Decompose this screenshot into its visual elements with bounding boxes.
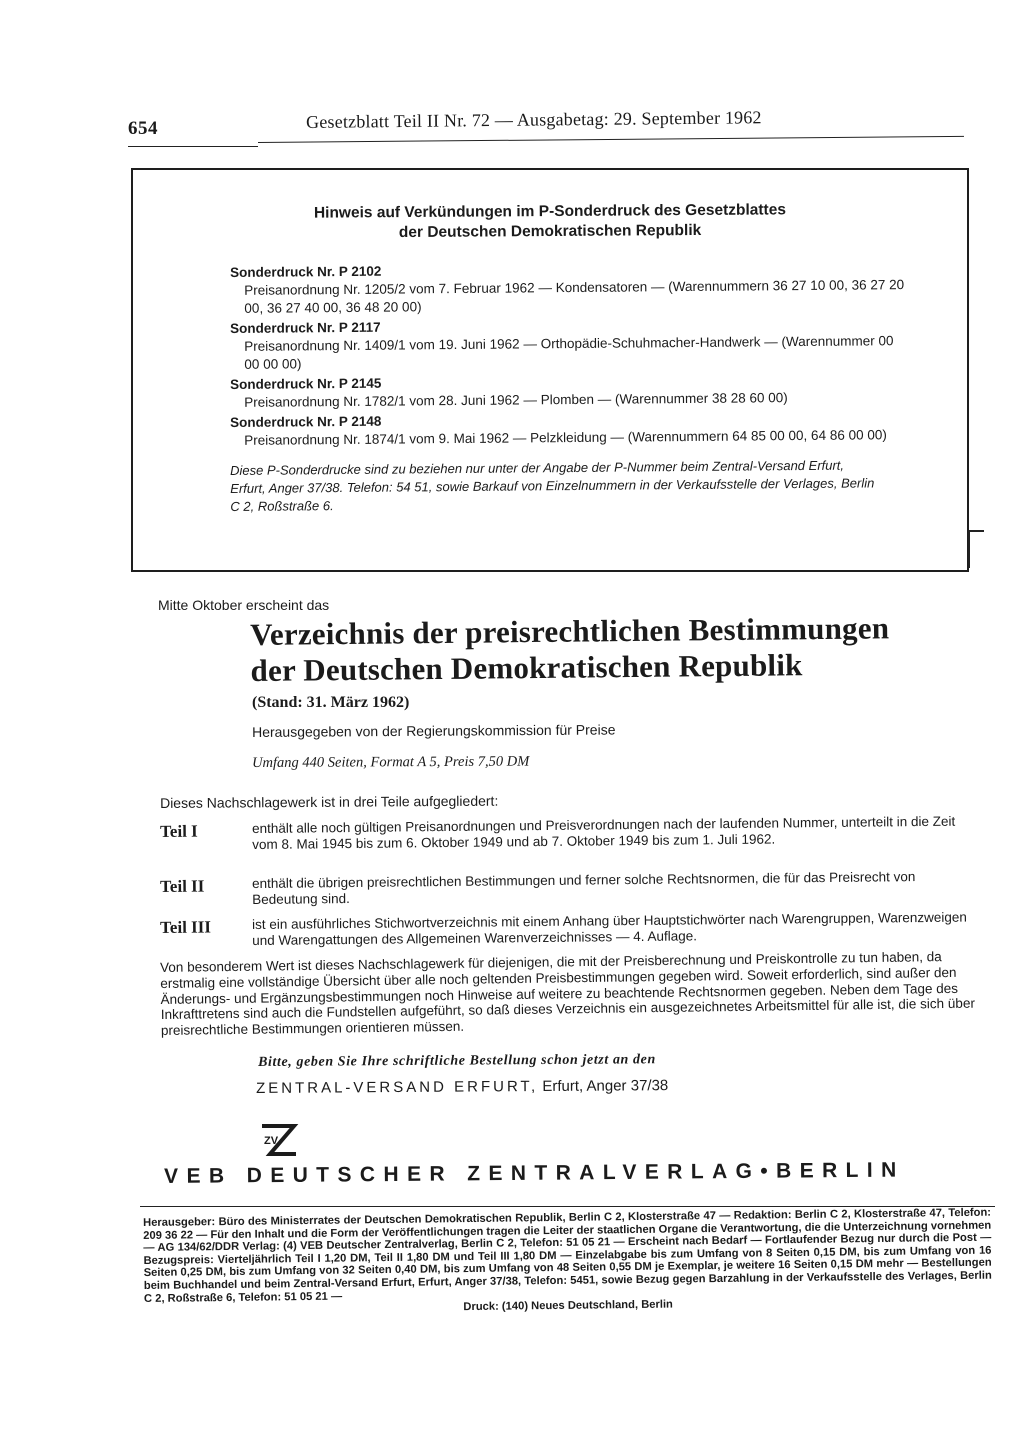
advert-title-line1: Verzeichnis der preisrechtlichen Bestimmungen bbox=[250, 610, 890, 652]
imprint-text: Herausgeber: Büro des Ministerrates der Deutschen Demokratischen Republik, Berlin C 2, Klosterstraße 47 — Redaktion: Berlin C 2, Klosterstraße 47, Telefon: 209 36 22 — Für den Inhalt und die Form der Veröffentlichungen tragen die Leiter der staatlichen Organe die Verantwortung, die die Unterzeichnung vornehmen — AG 134/62/DDR Verlag: (4) VEB Deutscher Zentralverlag, Berlin C 2, Telefon: 51 05 21 — Erscheint nach Bedarf — Fortlaufender Bezug nur durch die Post — Bezugspreis: Vierteljährlich Teil I 1,20 DM, Teil II 1,80 DM und Teil III 1,80 DM — Einzelabgabe bis zum Umfang von 8 Seiten 0,15 DM, bis zum Umfang von 16 Seiten 0,25 DM, bis zum Umfang von 32 Seiten 0,40 DM, bis zum Umfang von 48 Seiten 0,55 DM je Exemplar, je weitere 16 Seiten 0,15 DM mehr — Bestellungen beim Buchhandel und beim Zentral-Versand Erfurt, Erfurt, Anger 37/38, Telefon: 5451, sowie Bezug gegen Barzahlung in der Verkaufsstelle des Verlages, Berlin C 2, Roßstraße 6, Telefon: 51 05 21 — bbox=[143, 1206, 992, 1305]
advert-title-line2: der Deutschen Demokratischen Republik bbox=[250, 647, 803, 688]
sonderdruck-entry bbox=[230, 258, 910, 318]
advert-part bbox=[160, 868, 980, 908]
advert-title bbox=[250, 610, 890, 689]
running-head: Gesetzblatt Teil II Nr. 72 — Ausgabetag: 29. September 1962 bbox=[306, 107, 762, 132]
sonderdruck-text: Preisanordnung Nr. 1874/1 vom 9. Mai 1962 — Pelzkleidung — (Warennummern 64 85 00 00, 64 86 00 00) bbox=[244, 427, 887, 448]
order-street: Erfurt, Anger 37/38 bbox=[542, 1077, 669, 1096]
imprint bbox=[143, 1207, 992, 1318]
advert-stand: (Stand: 31. März 1962) bbox=[252, 694, 410, 711]
notice-footnote: Diese P-Sonderdrucke sind zu beziehen nur unter der Angabe der P-Nummer beim Zentral-Versand Erfurt, Erfurt, Anger 37/38. Telefon: 54 51, sowie Barkauf von Einzelnummern in der Verkaufsstelle der Verlages, Berlin C 2, Roßstraße 6. bbox=[230, 457, 875, 514]
notice-box bbox=[131, 168, 969, 572]
part-label: Teil II bbox=[160, 876, 205, 896]
sonderdruck-heading: Sonderdruck Nr. P 2102 bbox=[230, 263, 382, 280]
advert-part bbox=[160, 909, 980, 949]
advert-scope: Umfang 440 Seiten, Format A 5, Preis 7,50 DM bbox=[252, 753, 530, 771]
sonderdruck-text: Preisanordnung Nr. 1782/1 vom 28. Juni 1962 — Plomben — (Warennummer 38 28 60 00) bbox=[244, 390, 788, 410]
header-rule-left bbox=[128, 146, 258, 147]
part-text: enthält die übrigen preisrechtlichen Bestimmungen und ferner solche Rechtsnormen, die für das Preisrecht von Bedeutung sind. bbox=[251, 869, 916, 908]
advert-intro: Mitte Oktober erscheint das bbox=[158, 597, 330, 613]
advert-part bbox=[160, 813, 980, 853]
page-number: 654 bbox=[128, 118, 158, 139]
notice-title-line1: Hinweis auf Verkündungen im P-Sonderdruck des Gesetzblattes bbox=[313, 201, 786, 222]
order-name: ZENTRAL-VERSAND ERFURT, bbox=[256, 1078, 539, 1097]
advert-publisher: Herausgegeben von der Regierungskommission für Preise bbox=[252, 721, 616, 740]
sonderdruck-heading: Sonderdruck Nr. P 2148 bbox=[230, 413, 382, 430]
header-rule bbox=[258, 136, 964, 143]
imprint-print: Druck: (140) Neues Deutschland, Berlin bbox=[463, 1298, 673, 1314]
sonderdruck-text: Preisanordnung Nr. 1409/1 vom 19. Juni 1962 — Orthopädie-Schuhmacher-Handwerk — (Warennummer 00 00 00 00) bbox=[244, 333, 894, 372]
publisher-banner: VEB DEUTSCHER ZENTRALVERLAG•BERLIN bbox=[164, 1158, 905, 1188]
part-text: enthält alle noch gültigen Preisanordnungen und Preisverordnungen nach der laufenden Nummer, unterteilt in die Zeit vom 8. Mai 1945 bis zum 6. Oktober 1949 und ab 7. Oktober 1949 bis zum 1. Juli 1962. bbox=[251, 813, 956, 853]
sonderdruck-entry bbox=[230, 314, 910, 374]
order-address bbox=[256, 1077, 668, 1097]
publisher-logo-text: ZV bbox=[264, 1135, 279, 1147]
notice-title-line2: der Deutschen Demokratischen Republik bbox=[398, 221, 702, 242]
sonderdruck-heading: Sonderdruck Nr. P 2145 bbox=[230, 375, 382, 392]
part-label: Teil III bbox=[160, 917, 212, 937]
sonderdruck-text: Preisanordnung Nr. 1205/2 vom 7. Februar 1962 — Kondensatoren — (Warennummern 36 27 10 00, 36 27 20 00, 36 27 40 00, 36 48 20 00) bbox=[244, 277, 905, 316]
sonderdruck-entry bbox=[230, 370, 910, 412]
publisher-logo bbox=[258, 1120, 300, 1162]
imprint-rule bbox=[140, 1206, 995, 1207]
margin-bracket bbox=[968, 530, 984, 568]
order-request: Bitte, geben Sie Ihre schriftliche Bestellung schon jetzt an den bbox=[258, 1052, 656, 1070]
part-text: ist ein ausführliches Stichwortverzeichnis mit einem Anhang über Hauptstichwörter nach Warengruppen, Warenzweigen und Warengattungen des Allgemeinen Warenverzeichnisses — 4. Auflage. bbox=[251, 909, 967, 949]
advert-body: Von besonderem Wert ist dieses Nachschlagewerk für diejenigen, die mit der Preisberechnung und Preiskontrolle zu tun haben, da erstmalig eine vollständige Übersicht über alle noch geltenden Preisbestimmungen gegeben wird. Soweit erforderlich, sind außer den Änderungs- und Ergänzungsbestimmungen noch Hinweise auf weitere zu beachtende Rechtsnormen gegeben. Neben dem Tage des Inkrafttretens sind auch die Fundstellen aufgeführt, so daß dieses Verzeichnis ein ausgezeichnetes Arbeitsmittel für alle ist, die sich über preisrechtliche Bestimmungen orientieren müssen. bbox=[160, 949, 975, 1039]
part-label: Teil I bbox=[160, 821, 198, 841]
sonderdruck-heading: Sonderdruck Nr. P 2117 bbox=[230, 319, 381, 336]
sonderdruck-entry bbox=[230, 408, 910, 450]
notice-title bbox=[133, 199, 967, 245]
advert-divided: Dieses Nachschlagewerk ist in drei Teile aufgegliedert: bbox=[160, 792, 499, 811]
